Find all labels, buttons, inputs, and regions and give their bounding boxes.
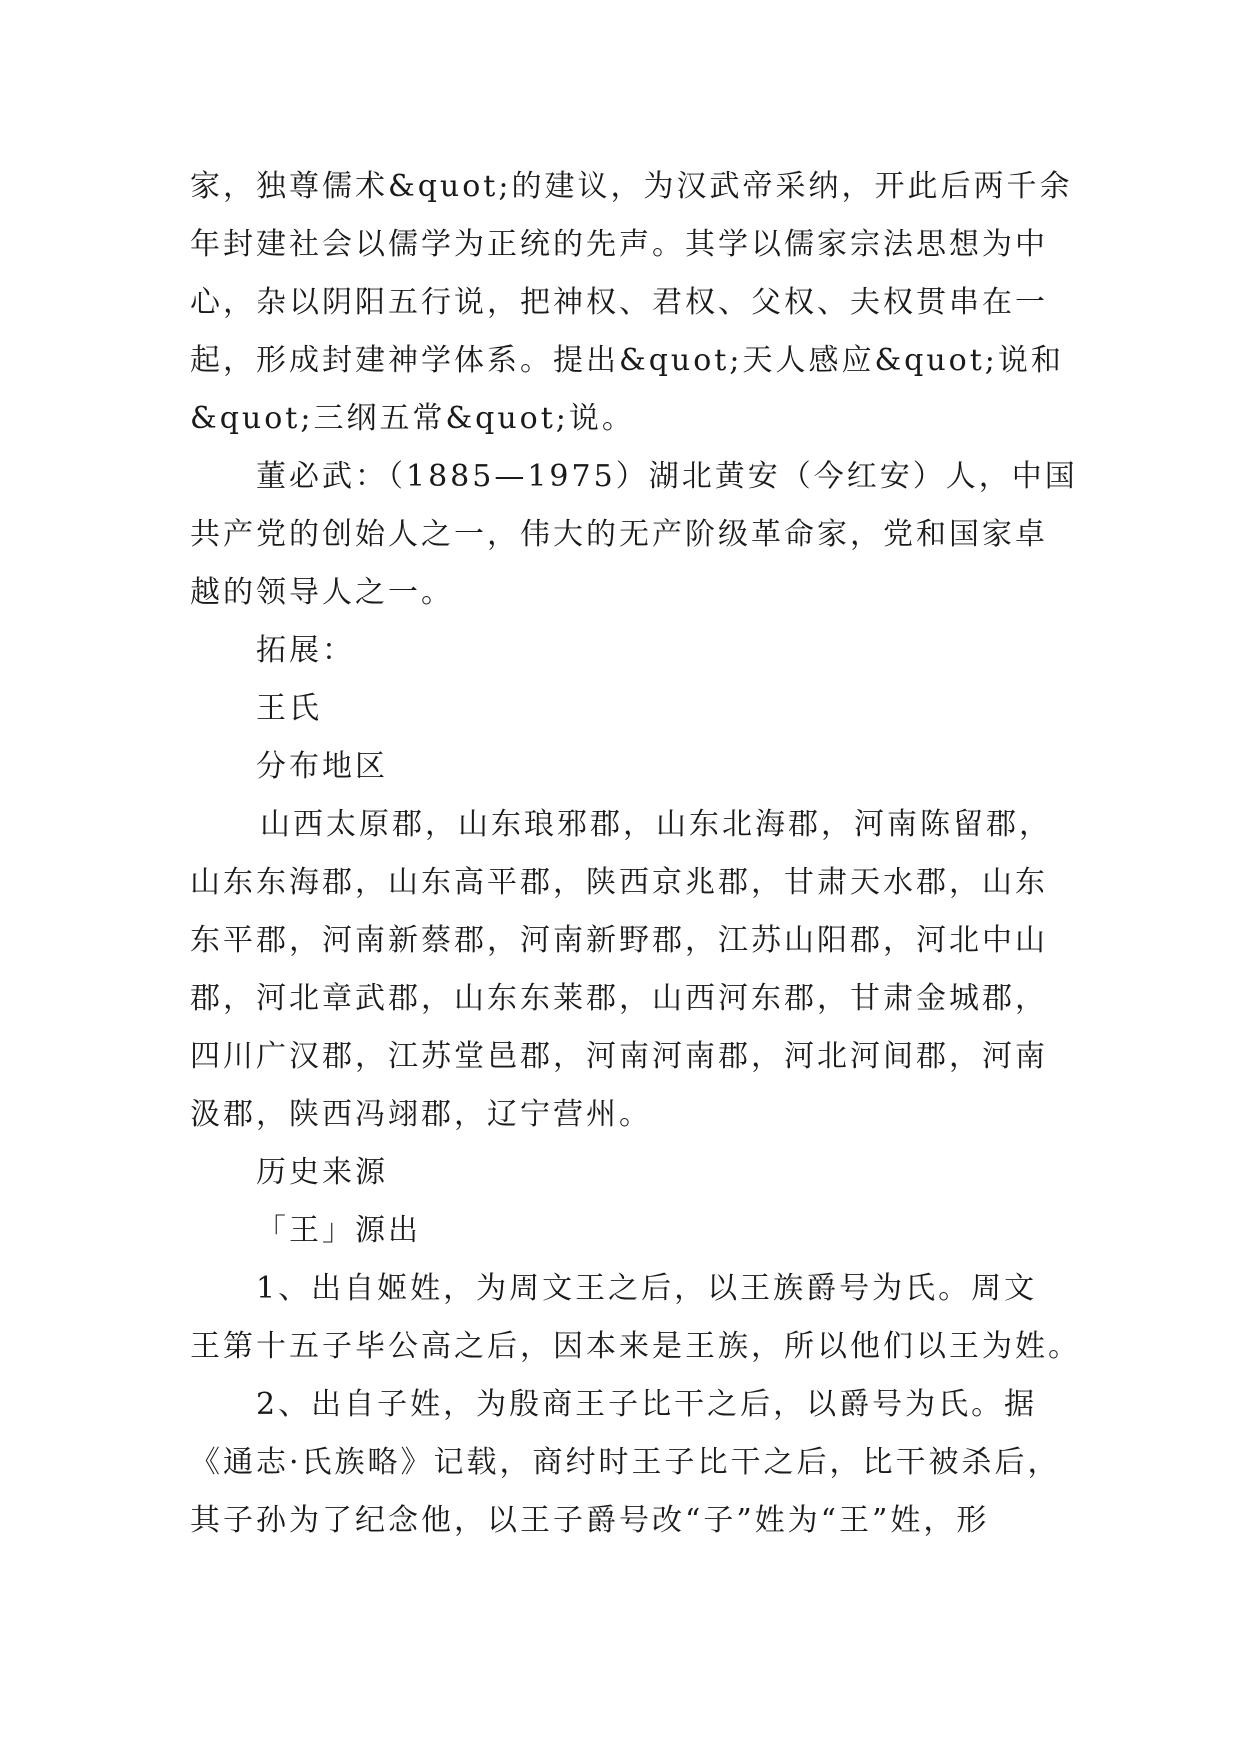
text-line: 王氏 — [256, 691, 322, 726]
text-line: 1、出自姬姓，为周文王之后，以王族爵号为氏。周文 — [256, 1271, 1038, 1306]
text-line: 家，独尊儒术&quot;的建议，为汉武帝采纳，开此后两千余 — [190, 169, 1073, 204]
text-line: 年封建社会以儒学为正统的先声。其学以儒家宗法思想为中 — [190, 227, 1048, 262]
text-line: 郡，河北章武郡，山东东莱郡，山西河东郡，甘肃金城郡， — [190, 981, 1048, 1016]
text-line: 拓展： — [256, 633, 355, 668]
text-line: 山西太原郡，山东琅邪郡，山东北海郡，河南陈留郡， — [260, 807, 1052, 842]
text-line: 共产党的创始人之一，伟大的无产阶级革命家，党和国家卓 — [190, 517, 1048, 552]
text-line: 王第十五子毕公高之后，因本来是王族，所以他们以王为姓。 — [190, 1329, 1081, 1364]
text-line: 董必武：（1885—1975）湖北黄安（今红安）人，中国 — [256, 459, 1078, 494]
text-line: 四川广汉郡，江苏堂邑郡，河南河南郡，河北河间郡，河南 — [190, 1039, 1048, 1074]
text-line: 《通志·氏族略》记载，商纣时王子比干之后，比干被杀后， — [190, 1445, 1061, 1480]
text-line: 「王」源出 — [256, 1213, 421, 1248]
text-line: 山东东海郡，山东高平郡，陕西京兆郡，甘肃天水郡，山东 — [190, 865, 1048, 900]
text-line: 汲郡，陕西冯翊郡，辽宁营州。 — [190, 1097, 652, 1132]
document-body — [190, 158, 1081, 1550]
text-line: 分布地区 — [256, 749, 388, 784]
text-line: 其子孙为了纪念他，以王子爵号改“子”姓为“王”姓，形 — [190, 1503, 990, 1538]
text-line: 2、出自子姓，为殷商王子比干之后，以爵号为氏。据 — [256, 1387, 1038, 1422]
text-line: 心，杂以阴阳五行说，把神权、君权、父权、夫权贯串在一 — [190, 285, 1048, 320]
text-line: 起，形成封建神学体系。提出&quot;天人感应&quot;说和 — [190, 343, 1064, 378]
text-line: 越的领导人之一。 — [190, 575, 454, 610]
text-line: &quot;三纲五常&quot;说。 — [190, 401, 635, 436]
text-line: 东平郡，河南新蔡郡，河南新野郡，江苏山阳郡，河北中山 — [190, 923, 1048, 958]
text-line: 历史来源 — [256, 1155, 388, 1190]
